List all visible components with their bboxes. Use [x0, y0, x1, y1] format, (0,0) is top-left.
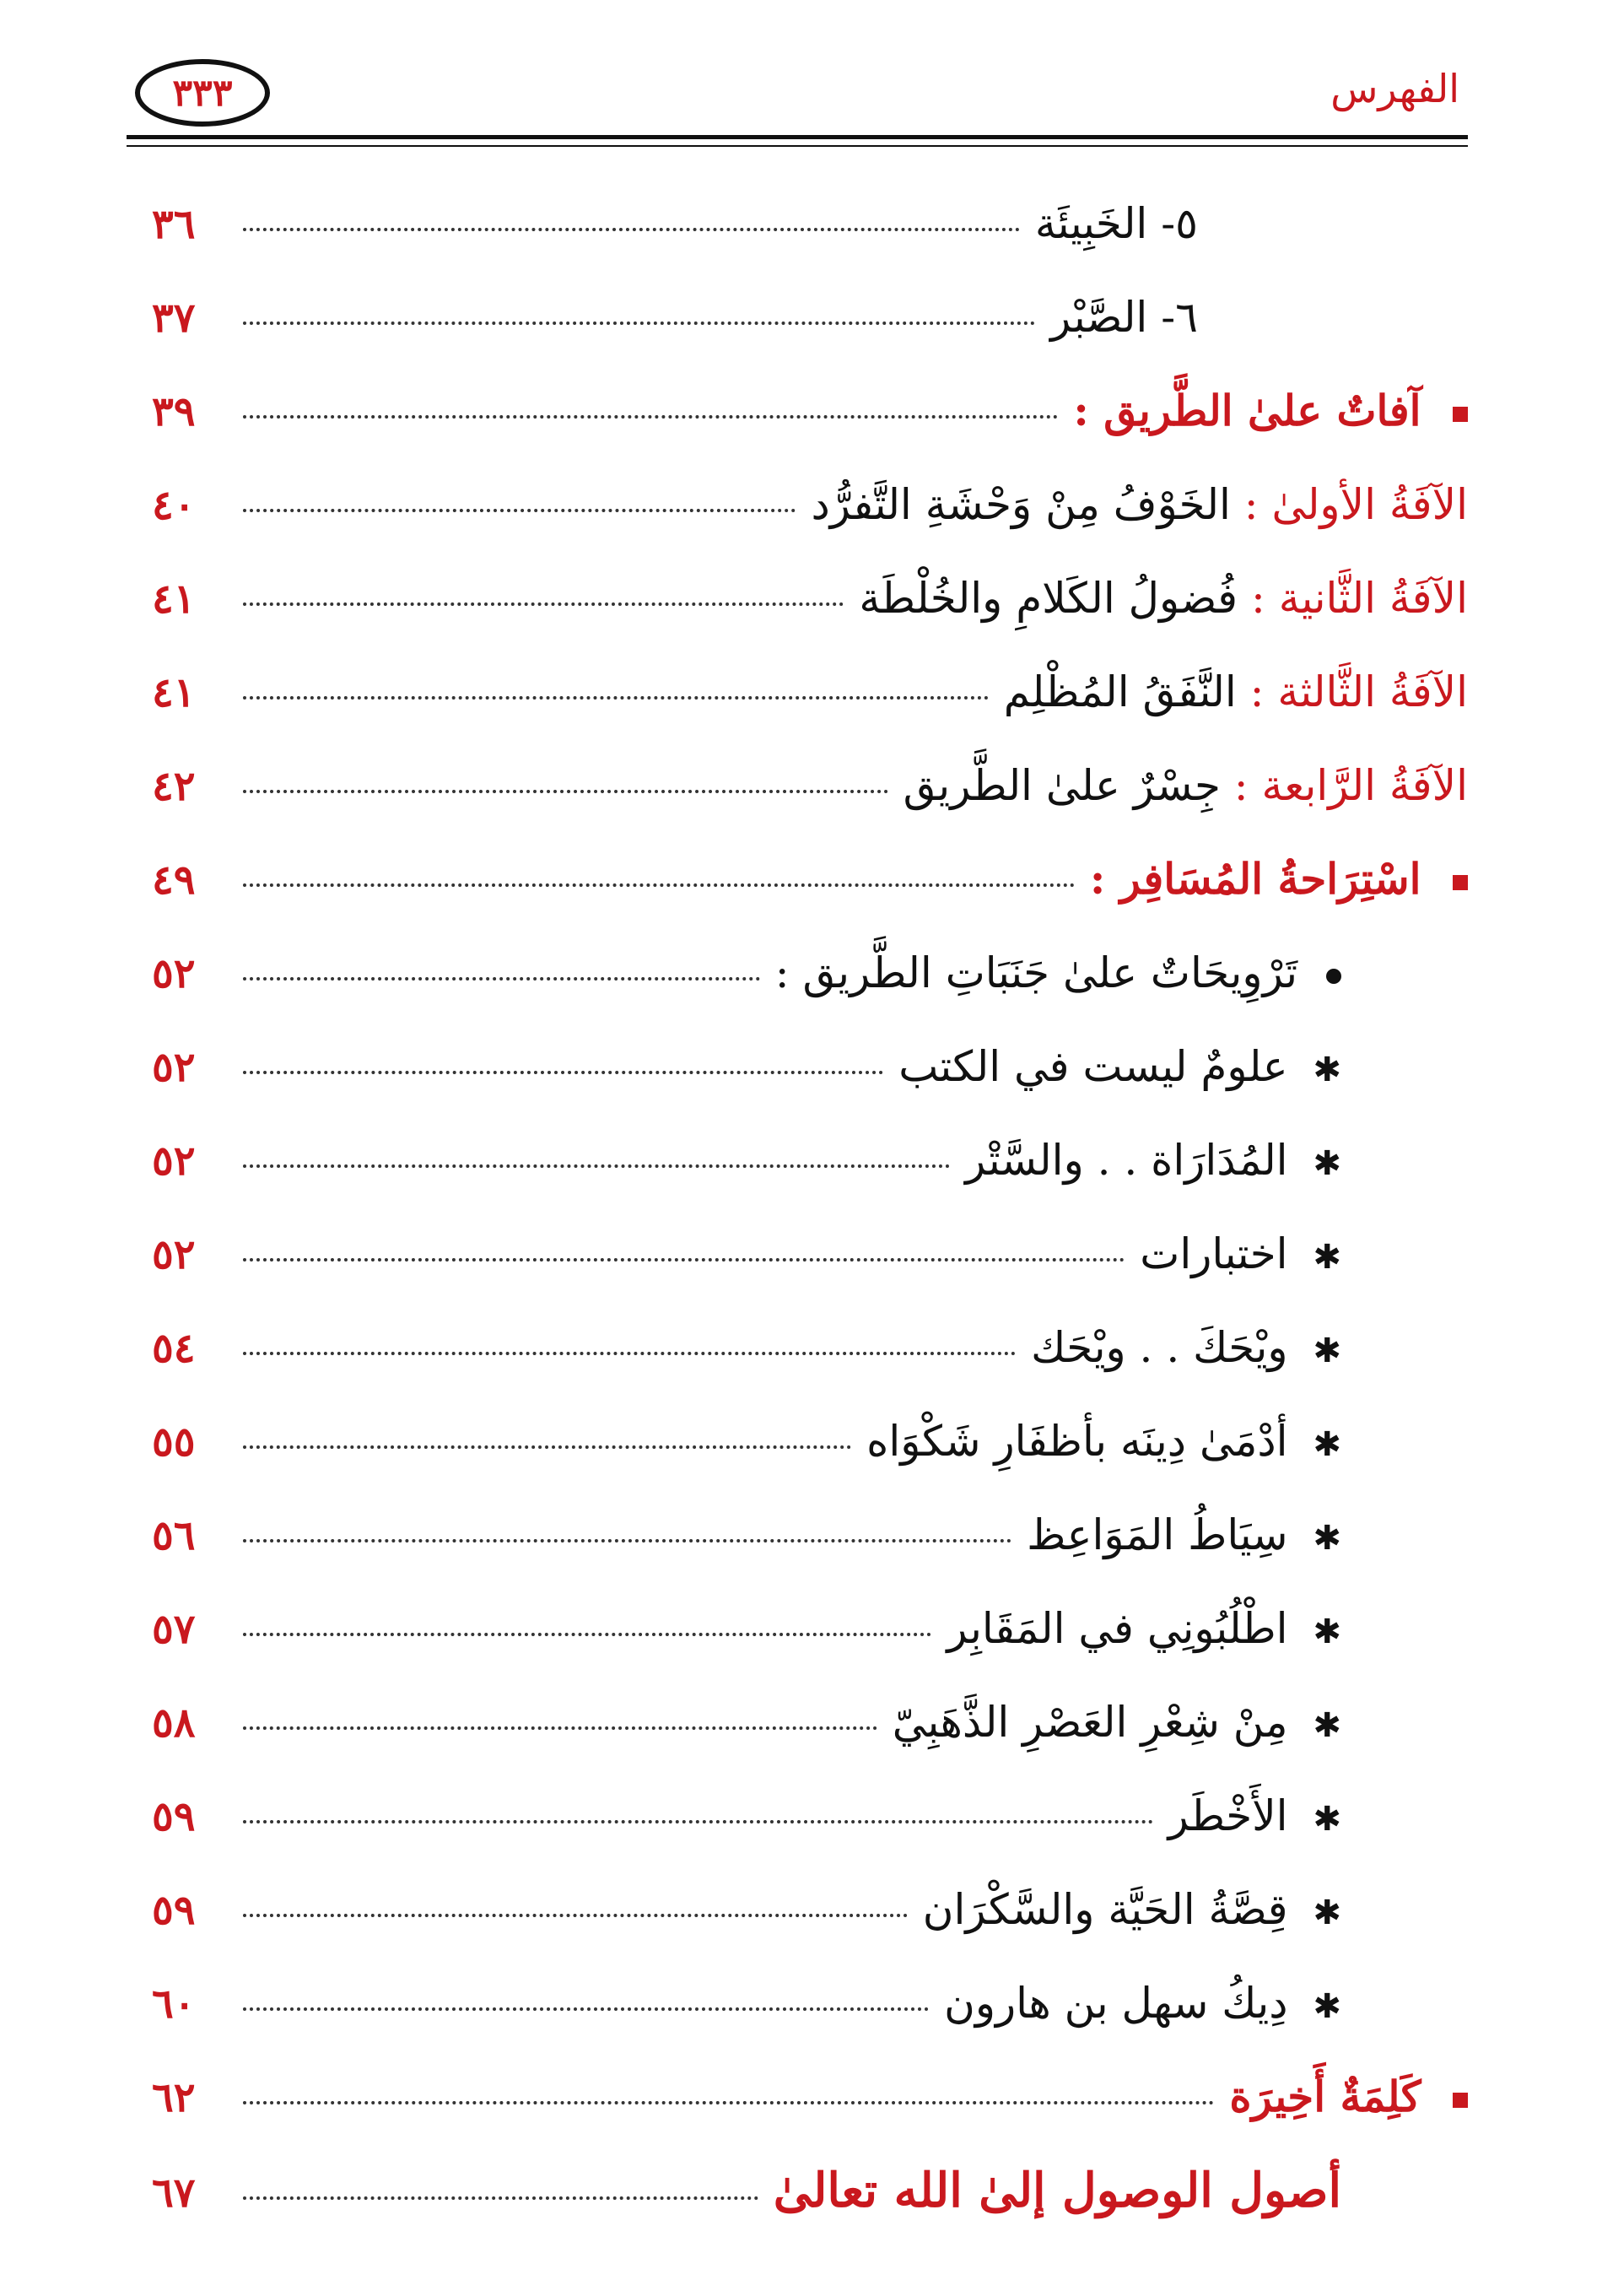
toc-section-entry[interactable]: [152, 829, 1468, 922]
toc-entry-title: [1050, 292, 1468, 343]
asterisk-icon: ✱: [1313, 1425, 1341, 1464]
asterisk-icon: ✱: [1313, 1613, 1341, 1651]
toc-entry-title: [1027, 1510, 1468, 1564]
toc-entry[interactable]: [152, 1016, 1468, 1110]
table-of-contents: [152, 173, 1468, 2234]
toc-entry-title: [947, 1603, 1468, 1657]
dot-leader: [243, 509, 796, 512]
toc-entry-text: آفاتٌ علىٰ الطَّريق :: [1073, 386, 1421, 435]
section-square-icon: [1453, 2093, 1468, 2108]
toc-entry[interactable]: [152, 173, 1468, 267]
toc-entry-text: المُدَارَاة . . والسَّتْر: [965, 1136, 1288, 1185]
toc-entry-text: أدْمَىٰ دِينَه بأظفَارِ شَكْوَاه: [866, 1417, 1288, 1466]
dot-leader: [243, 321, 1035, 325]
dot-leader: [243, 2007, 929, 2011]
toc-section-title: [1073, 386, 1468, 436]
toc-entry-title: [903, 760, 1468, 811]
dot-leader: [243, 790, 888, 793]
toc-final-entry[interactable]: [152, 2140, 1468, 2234]
toc-entry[interactable]: [152, 1672, 1468, 1765]
header-rule-thick: [127, 135, 1468, 139]
toc-entry-title: [944, 1978, 1468, 2032]
asterisk-icon: ✱: [1313, 1894, 1341, 1932]
toc-page-number: ٤٠: [152, 482, 196, 529]
toc-page-number: ٣٧: [152, 294, 196, 342]
toc-entry-title: [775, 948, 1468, 998]
toc-entry-title: [898, 1041, 1468, 1095]
toc-final-title: أصول الوصول إلىٰ الله تعالىٰ: [773, 2163, 1341, 2218]
toc-page-number: ٥٢: [152, 1137, 196, 1185]
dot-leader: [243, 1071, 883, 1074]
section-square-icon: [1453, 407, 1468, 422]
toc-page-number: ٣٩: [152, 388, 196, 435]
toc-entry[interactable]: [152, 1110, 1468, 1203]
toc-entry-text: اسْتِرَاحةُ المُسَافِر :: [1089, 854, 1421, 904]
toc-page-number: ٤٩: [152, 856, 196, 904]
toc-entry-text: اطْلُبُونِي في المَقَابِر: [947, 1604, 1288, 1653]
toc-page-number: ٦٢: [152, 2074, 196, 2121]
toc-entry-text: سِيَاطُ المَوَاعِظ: [1027, 1510, 1288, 1559]
toc-entry[interactable]: [152, 1765, 1468, 1859]
asterisk-icon: ✱: [1313, 1332, 1341, 1370]
toc-page-number: ٤١: [152, 575, 196, 623]
toc-entry[interactable]: [152, 267, 1468, 360]
toc-section-entry[interactable]: [152, 360, 1468, 454]
bullet-dot-icon: [1326, 969, 1341, 984]
asterisk-icon: ✱: [1313, 1144, 1341, 1183]
asterisk-icon: ✱: [1313, 1238, 1341, 1277]
toc-entry-title: [965, 1135, 1468, 1189]
toc-entry-title: [923, 1884, 1468, 1938]
toc-entry-title: [859, 573, 1468, 624]
toc-entry-title: [1035, 198, 1468, 249]
toc-entry-title: [1031, 1322, 1468, 1376]
toc-entry-label: الآفَةُ الثَّالثة :: [1249, 667, 1468, 716]
toc-section-title: [1229, 2072, 1468, 2122]
toc-entry-text: مِنْ شِعْرِ العَصْرِ الذَّهَبِيّ: [892, 1698, 1288, 1747]
page-number-text: ٣٣٣: [172, 71, 233, 115]
header-rule-thin: [127, 145, 1468, 147]
section-square-icon: [1453, 875, 1468, 890]
toc-entry-number: ٥-: [1161, 199, 1198, 248]
page-number: [135, 59, 270, 127]
asterisk-icon: ✱: [1313, 1706, 1341, 1745]
toc-entry-text: فُضولُ الكَلامِ والخُلْطَة: [859, 574, 1238, 623]
toc-entry-text: الصَّبْر: [1050, 293, 1148, 342]
toc-entry[interactable]: [152, 1859, 1468, 1953]
dot-leader: [243, 228, 1020, 231]
dot-leader: [243, 1539, 1011, 1542]
toc-entry-title: [811, 479, 1468, 530]
toc-entry-label: الآفَةُ الأولىٰ :: [1243, 480, 1468, 529]
toc-entry[interactable]: [152, 735, 1468, 829]
toc-page-number: ٦٧: [152, 2169, 196, 2217]
toc-page-number: ٣٦: [152, 201, 196, 248]
toc-entry-text: النَّفَقُ المُظْلِم: [1003, 667, 1237, 716]
toc-entry[interactable]: [152, 1578, 1468, 1672]
toc-entry-title: [1004, 667, 1468, 717]
dot-leader: [243, 415, 1058, 419]
toc-entry[interactable]: [152, 548, 1468, 641]
toc-page-number: ٥٧: [152, 1606, 196, 1653]
toc-page-number: ٥٥: [152, 1418, 196, 1466]
toc-entry[interactable]: [152, 922, 1468, 1016]
toc-entry-text: كَلِمَةٌ أَخِيرَة: [1229, 2072, 1421, 2121]
toc-entry-number: ٦-: [1161, 293, 1198, 342]
dot-leader: [243, 2101, 1214, 2104]
toc-entry[interactable]: [152, 1484, 1468, 1578]
toc-entry-title: [893, 1697, 1468, 1751]
toc-entry[interactable]: [152, 454, 1468, 548]
dot-leader: [243, 1726, 877, 1730]
dot-leader: [243, 696, 989, 700]
dot-leader: [243, 1352, 1016, 1355]
asterisk-icon: ✱: [1313, 1519, 1341, 1558]
dot-leader: [243, 1820, 1153, 1823]
dot-leader: [243, 1633, 931, 1636]
toc-page-number: ٥٩: [152, 1887, 196, 1934]
toc-entry[interactable]: [152, 1391, 1468, 1484]
toc-entry[interactable]: [152, 641, 1468, 735]
page-header: [127, 51, 1468, 143]
toc-entry-text: جِسْرٌ علىٰ الطَّريق: [903, 761, 1221, 810]
toc-entry-title: [866, 1416, 1468, 1470]
toc-entry-text: الأَخْطَر: [1168, 1791, 1288, 1840]
toc-entry-text: قِصَّةُ الحَيَّة والسَّكْرَان: [922, 1885, 1288, 1934]
toc-section-title: [1090, 854, 1468, 905]
toc-page-number: ٥٩: [152, 1793, 196, 1840]
toc-entry-label: الآفَةُ الرَّابعة :: [1233, 761, 1468, 810]
toc-page-number: ٥٤: [152, 1325, 196, 1372]
toc-entry-text: تَرْوِيحَاتٌ علىٰ جَنَبَاتِ الطَّريق :: [774, 948, 1298, 997]
toc-entry-text: الخَبِيئَة: [1034, 199, 1148, 248]
dot-leader: [243, 1258, 1125, 1261]
toc-page-number: ٥٢: [152, 1044, 196, 1091]
dot-leader: [243, 2196, 758, 2200]
toc-entry-title: [1140, 1229, 1468, 1283]
toc-page-number: ٥٨: [152, 1699, 196, 1747]
dot-leader: [243, 1914, 908, 1917]
toc-entry-text: الخَوْفُ مِنْ وَحْشَةِ التَّفرُّد: [811, 480, 1231, 529]
toc-page-number: ٥٢: [152, 950, 196, 997]
toc-page-number: ٥٢: [152, 1231, 196, 1278]
toc-entry-label: الآفَةُ الثَّانية :: [1250, 574, 1468, 623]
toc-entry[interactable]: [152, 1297, 1468, 1391]
toc-entry-text: دِيكُ سهل بن هارون: [944, 1979, 1288, 2028]
toc-section-entry[interactable]: [152, 2046, 1468, 2140]
asterisk-icon: ✱: [1313, 1051, 1341, 1089]
toc-page-number: ٤١: [152, 669, 196, 716]
toc-entry[interactable]: [152, 1203, 1468, 1297]
toc-entry-title: [1168, 1791, 1468, 1845]
toc-page-number: ٤٢: [152, 763, 196, 810]
dot-leader: [243, 883, 1075, 887]
asterisk-icon: ✱: [1313, 1800, 1341, 1839]
dot-leader: [243, 602, 844, 606]
toc-entry-text: ويْحَكَ . . ويْحَك: [1031, 1323, 1288, 1372]
dot-leader: [243, 1445, 851, 1449]
toc-entry[interactable]: [152, 1953, 1468, 2046]
toc-entry-text: اختبارات: [1140, 1229, 1288, 1278]
toc-entry-text: علومٌ ليست في الكتب: [898, 1042, 1288, 1091]
asterisk-icon: ✱: [1313, 1987, 1341, 2026]
dot-leader: [243, 1164, 950, 1168]
dot-leader: [243, 977, 760, 981]
toc-page-number: ٥٦: [152, 1512, 196, 1559]
toc-page-number: ٦٠: [152, 1980, 196, 2028]
running-title: الفهرس: [1330, 66, 1459, 111]
